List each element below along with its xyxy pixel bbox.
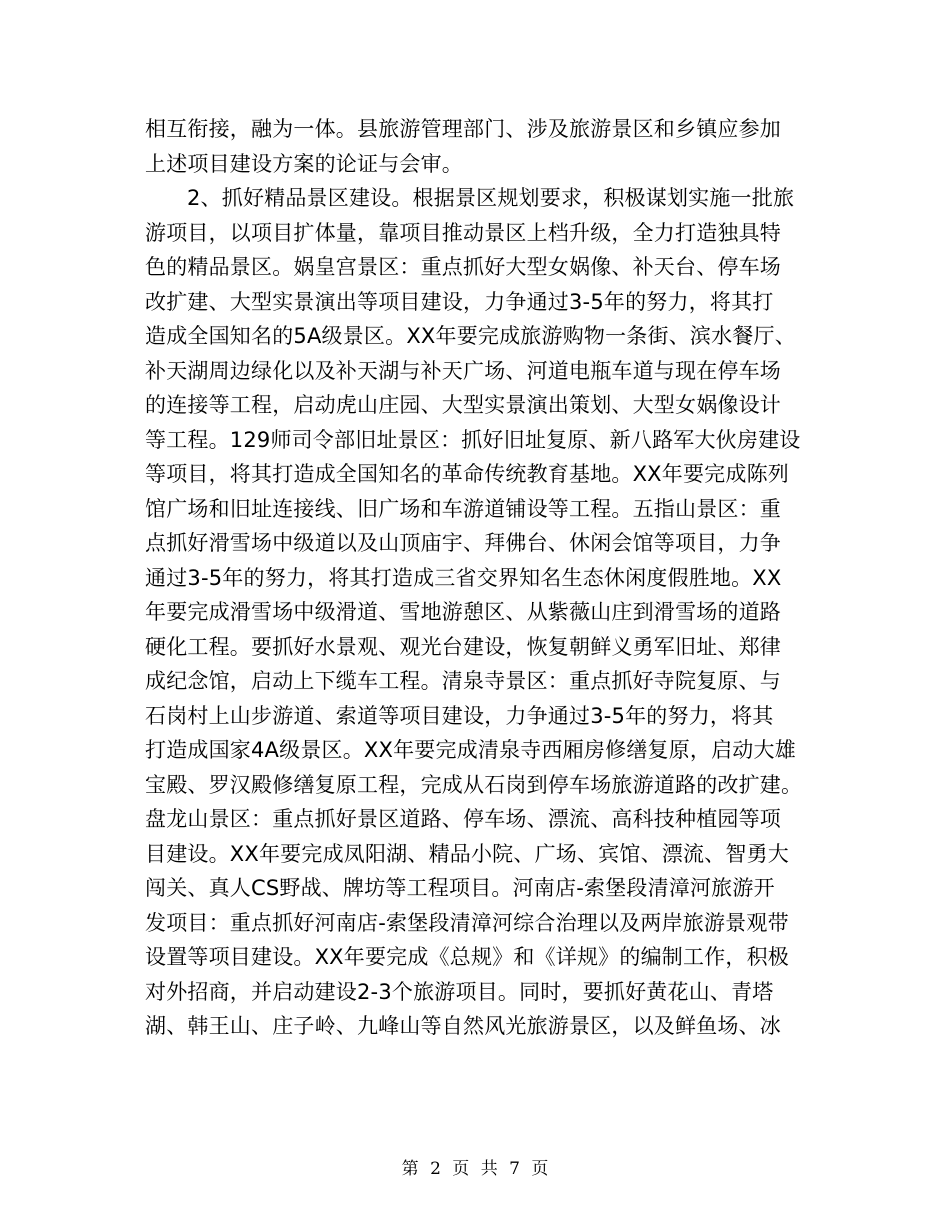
paragraph-start-line: 2、抓好精品景区建设。根据景区规划要求，积极谋划实施一批旅 [187, 186, 795, 210]
text-line: 目建设。XX年要完成凤阳湖、精品小院、广场、宾馆、漂流、智勇大 [145, 841, 789, 866]
text-line: 年要完成滑雪场中级滑道、雪地游憩区、从紫薇山庄到滑雪场的道路 [145, 600, 781, 624]
text-line: 上述项目建设方案的论证与会审。 [145, 151, 463, 176]
text-line: 点抓好滑雪场中级道以及山顶庙宇、拜佛台、休闲会馆等项目，力争 [145, 531, 781, 555]
text-line: 改扩建、大型实景演出等项目建设，力争通过3-5年的努力，将其打 [145, 289, 774, 314]
text-line: 补天湖周边绿化以及补天湖与补天广场、河道电瓶车道与现在停车场 [145, 358, 781, 383]
text-line: 闯关、真人CS野战、牌坊等工程项目。河南店-索堡段清漳河旅游开 [145, 876, 775, 900]
text-line: 盘龙山景区：重点抓好景区道路、停车场、漂流、高科技种植园等项 [145, 807, 781, 831]
text-line: 游项目，以项目扩体量，靠项目推动景区上档升级，全力打造独具特 [145, 220, 781, 245]
text-line: 馆广场和旧址连接线、旧广场和车游道铺设等工程。五指山景区：重 [145, 496, 781, 521]
text-line: 通过3-5年的努力，将其打造成三省交界知名生态休闲度假胜地。XX [145, 565, 782, 590]
page-number-footer: 第 2 页 共 7 页 [401, 1159, 549, 1179]
text-line: 发项目：重点抓好河南店-索堡段清漳河综合治理以及两岸旅游景观带 [145, 910, 789, 935]
text-line: 造成全国知名的5A级景区。XX年要完成旅游购物一条街、滨水餐厅、 [145, 324, 796, 348]
text-line: 等工程。129师司令部旧址景区：抓好旧址复原、新八路军大伙房建设 [145, 427, 801, 452]
text-line: 打造成国家4A级景区。XX年要完成清泉寺西厢房修缮复原，启动大雄 [145, 738, 796, 762]
text-line: 对外招商，并启动建设2-3个旅游项目。同时，要抓好黄花山、青塔 [145, 979, 774, 1004]
text-line: 宝殿、罗汉殿修缮复原工程，完成从石岗到停车场旅游道路的改扩建。 [145, 772, 803, 797]
text-line: 湖、韩王山、庄子岭、九峰山等自然风光旅游景区，以及鲜鱼场、冰 [145, 1014, 781, 1038]
text-line: 等项目，将其打造成全国知名的革命传统教育基地。XX年要完成陈列 [145, 462, 789, 486]
text-line: 的连接等工程，启动虎山庄园、大型实景演出策划、大型女娲像设计 [145, 393, 781, 417]
text-line: 石岗村上山步游道、索道等项目建设，力争通过3-5年的努力，将其 [145, 703, 774, 728]
text-line: 相互衔接，融为一体。县旅游管理部门、涉及旅游景区和乡镇应参加 [145, 117, 781, 141]
text-line: 设置等项目建设。XX年要完成《总规》和《详规》的编制工作，积极 [145, 945, 789, 969]
text-line: 成纪念馆，启动上下缆车工程。清泉寺景区：重点抓好寺院复原、与 [145, 669, 781, 693]
text-line: 色的精品景区。娲皇宫景区：重点抓好大型女娲像、补天台、停车场 [145, 255, 781, 279]
text-line: 硬化工程。要抓好水景观、观光台建设，恢复朝鲜义勇军旧址、郑律 [145, 634, 781, 659]
body-text [145, 112, 810, 1044]
